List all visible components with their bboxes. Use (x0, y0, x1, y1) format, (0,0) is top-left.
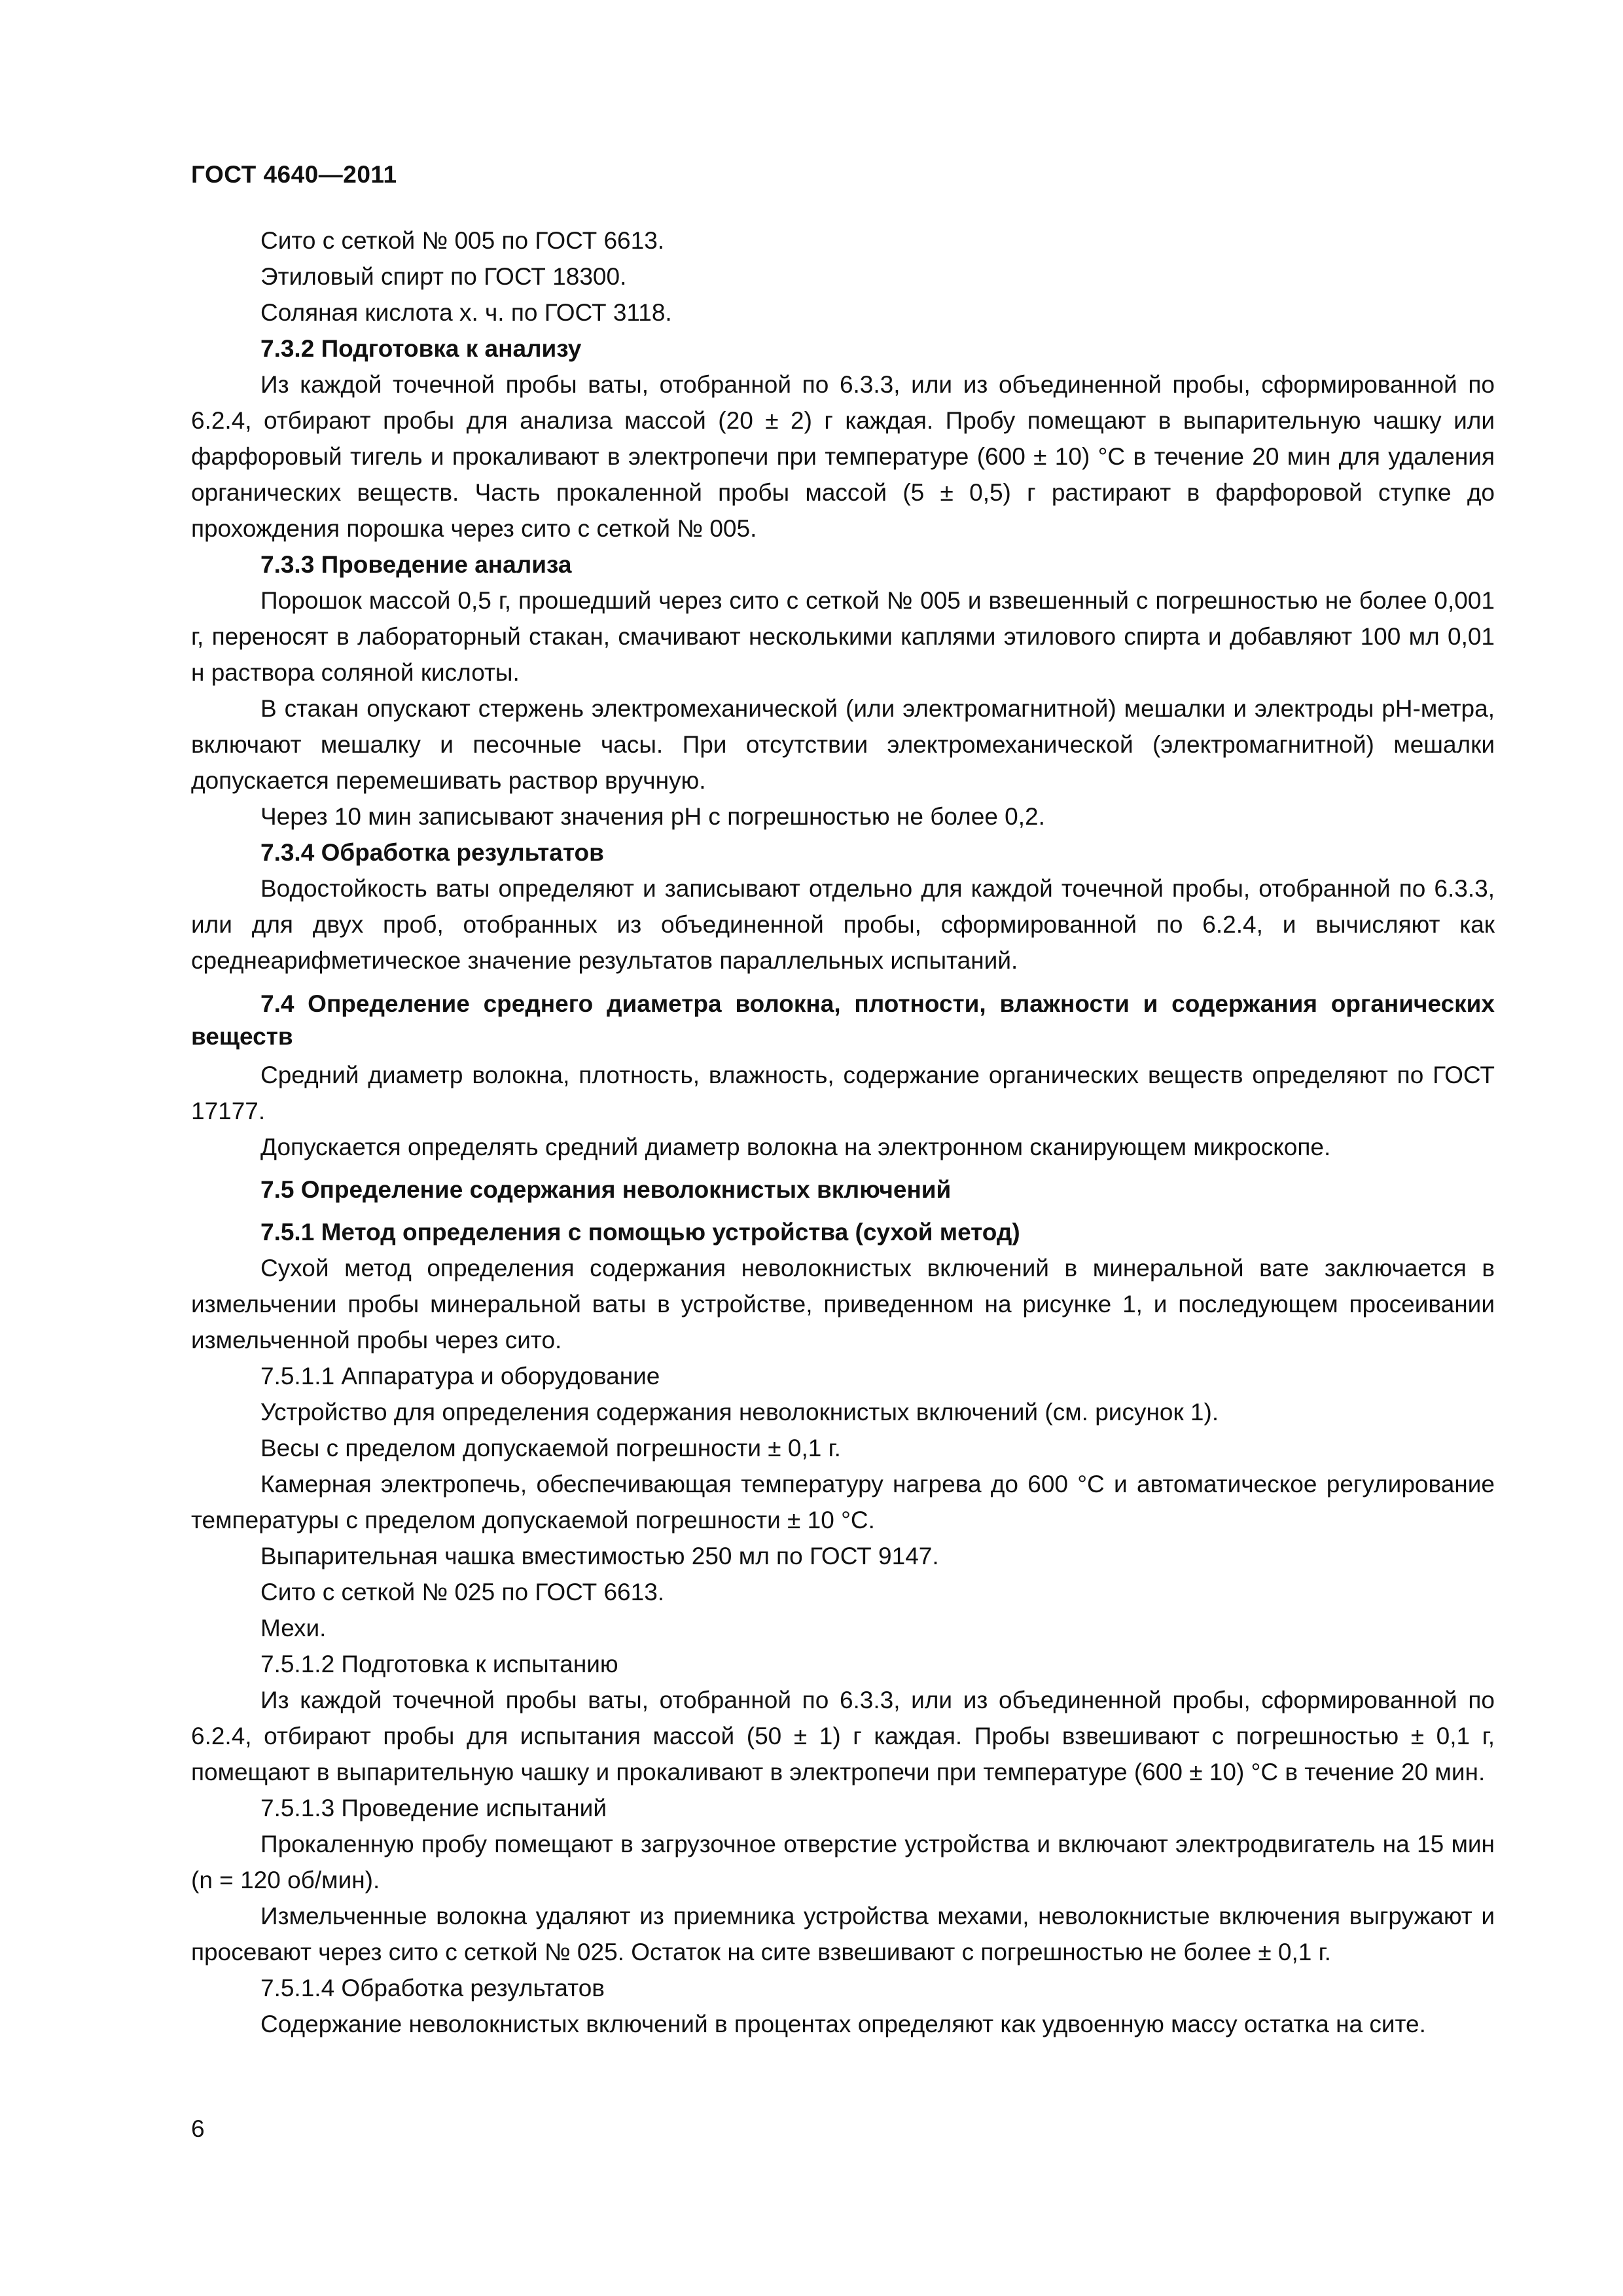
paragraph: Содержание неволокнистых включений в процентах определяют как удвоенную массу остатка на сите. (260, 2011, 1426, 2037)
paragraph: Сито с сеткой № 025 по ГОСТ 6613. (260, 1579, 665, 1605)
paragraph: Весы с пределом допускаемой погрешности ± 0,1 г. (260, 1435, 841, 1462)
paragraph: Сухой метод определения содержания неволокнистых включений в минеральной вате заключается в измельчении пробы минеральной ваты в устройстве, приведенном на рисунке 1, и последующем просеивании измельченной пробы через сито. (191, 1255, 1495, 1354)
subsection-heading: 7.5.1.2 Подготовка к испытанию (260, 1651, 618, 1677)
section-heading: 7.3.4 Обработка результатов (260, 839, 604, 866)
paragraph: Соляная кислота х. ч. по ГОСТ 3118. (260, 299, 672, 326)
paragraph: Устройство для определения содержания неволокнистых включений (см. рисунок 1). (260, 1399, 1219, 1426)
subsection-heading: 7.5.1.4 Обработка результатов (260, 1975, 605, 2001)
paragraph: Этиловый спирт по ГОСТ 18300. (260, 263, 627, 290)
paragraph: Камерная электропечь, обеспечивающая температуру нагрева до 600 °С и автоматическое регулирование температуры с пределом допускаемой погрешности ± 10 °С. (191, 1471, 1495, 1534)
paragraph: Через 10 мин записывают значения pH с погрешностью не более 0,2. (260, 803, 1045, 830)
paragraph: Средний диаметр волокна, плотность, влажность, содержание органических веществ определяют по ГОСТ 17177. (191, 1062, 1495, 1124)
paragraph: Выпарительная чашка вместимостью 250 мл по ГОСТ 9147. (260, 1543, 939, 1570)
section-heading: 7.3.3 Проведение анализа (260, 551, 572, 578)
paragraph: Из каждой точечной пробы ваты, отобранной по 6.3.3, или из объединенной пробы, сформированной по 6.2.4, отбирают пробы для испытания массой (50 ± 1) г каждая. Пробы взвешивают с погрешностью ± 0,1 г, помещают в выпарительную чашку и прокаливают в электропечи при температуре (600 ± 10) °С в течение 20 мин. (191, 1687, 1495, 1785)
section-heading: 7.5 Определение содержания неволокнистых включений (260, 1176, 952, 1203)
paragraph: Измельченные волокна удаляют из приемника устройства мехами, неволокнистые включения выгружают и просевают через сито с сеткой № 025. Остаток на сите взвешивают с погрешностью не более ± 0,1 г. (191, 1903, 1495, 1965)
paragraph: Прокаленную пробу помещают в загрузочное отверстие устройства и включают электродвигатель на 15 мин (n = 120 об/мин). (191, 1831, 1495, 1893)
paragraph: Порошок массой 0,5 г, прошедший через сито с сеткой № 005 и взвешенный с погрешностью не более 0,001 г, переносят в лабораторный стакан, смачивают несколькими каплями этилового спирта и добавляют 100 мл 0,01 н раствора соляной кислоты. (191, 587, 1495, 686)
document-header: ГОСТ 4640—2011 (191, 161, 397, 188)
subsection-heading: 7.5.1.3 Проведение испытаний (260, 1795, 607, 1821)
paragraph: Мехи. (260, 1615, 327, 1641)
paragraph: Допускается определять средний диаметр волокна на электронном сканирующем микроскопе. (260, 1134, 1331, 1160)
section-heading: 7.4 Определение среднего диаметра волокна, плотности, влажности и содержания органических веществ (191, 990, 1495, 1050)
page-number: 6 (191, 2115, 205, 2142)
section-heading: 7.5.1 Метод определения с помощью устройства (сухой метод) (260, 1219, 1020, 1246)
paragraph: В стакан опускают стержень электромеханической (или электромагнитной) мешалки и электроды pH-метра, включают мешалку и песочные часы. При отсутствии электромеханической (электромагнитной) мешалки допускается перемешивать раствор вручную. (191, 695, 1495, 794)
paragraph: Сито с сеткой № 005 по ГОСТ 6613. (260, 227, 665, 254)
document-body (191, 223, 1495, 2042)
paragraph: Водостойкость ваты определяют и записывают отдельно для каждой точечной пробы, отобранной по 6.3.3, или для двух проб, отобранных из объединенной пробы, сформированной по 6.2.4, и вычисляют как среднеарифметическое значение результатов параллельных испытаний. (191, 875, 1495, 974)
paragraph: Из каждой точечной пробы ваты, отобранной по 6.3.3, или из объединенной пробы, сформированной по 6.2.4, отбирают пробы для анализа массой (20 ± 2) г каждая. Пробу помещают в выпарительную чашку или фарфоровый тигель и прокаливают в электропечи при температуре (600 ± 10) °С в течение 20 мин для удаления органических веществ. Часть прокаленной пробы массой (5 ± 0,5) г растирают в фарфоровой ступке до прохождения порошка через сито с сеткой № 005. (191, 371, 1495, 542)
section-heading: 7.3.2 Подготовка к анализу (260, 335, 582, 362)
subsection-heading: 7.5.1.1 Аппаратура и оборудование (260, 1363, 660, 1390)
